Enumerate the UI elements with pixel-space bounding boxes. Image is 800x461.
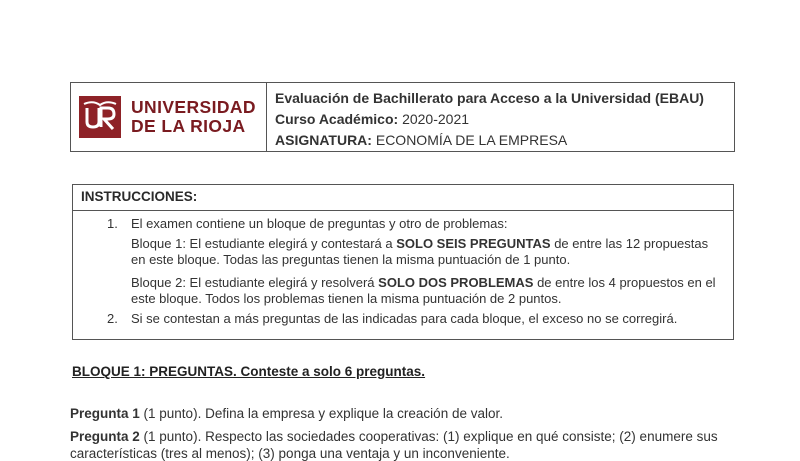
block2-line1: Bloque 2: El estudiante elegirá y resolverá SOLO DOS PROBLEMAS de entre los 4 propuestos en el: [131, 275, 716, 290]
block1-line2: en este bloque. Todas las preguntas tienen la misma puntuación de 1 punto.: [131, 252, 571, 267]
course-value: 2020-2021: [402, 111, 470, 127]
question-2: [70, 429, 718, 444]
item1-text: El examen contiene un bloque de preguntas y otro de problemas:: [131, 216, 508, 231]
question-1: [70, 406, 503, 421]
block1-line1: Bloque 1: El estudiante elegirá y contestará a SOLO SEIS PREGUNTAS de entre las 12 propuestas: [131, 236, 709, 251]
section-title: BLOQUE 1: PREGUNTAS. Conteste a solo 6 preguntas.: [72, 364, 426, 379]
block2-line2: este bloque. Todos los problemas tienen la misma puntuación de 2 puntos.: [131, 291, 562, 306]
exam-header: [70, 82, 735, 152]
item2-number: 2.: [107, 311, 118, 326]
question-2-label: Pregunta 2: [70, 429, 140, 444]
question-1-text: (1 punto). Defina la empresa y explique la creación de valor.: [139, 406, 503, 421]
exam-title: Evaluación de Bachillerato para Acceso a la Universidad (EBAU): [275, 90, 704, 106]
instructions-box: [72, 184, 734, 340]
subject-label: ASIGNATURA:: [275, 132, 372, 148]
university-emblem-icon: [79, 96, 121, 138]
question-2-text: (1 punto). Respecto las sociedades cooperativas: (1) explique en qué consiste; (2) enumere sus: [139, 429, 718, 444]
university-name-line1: UNIVERSIDAD: [131, 97, 256, 117]
university-name: [131, 98, 256, 136]
exam-title-block: [267, 83, 704, 151]
instructions-heading: INSTRUCCIONES:: [73, 185, 733, 211]
question-1-label: Pregunta 1: [70, 406, 140, 421]
item2-text: Si se contestan a más preguntas de las indicadas para cada bloque, el exceso no se corregirá.: [131, 311, 678, 326]
question-2-continued: características (tres al menos); (3) ponga una ventaja y un inconveniente.: [70, 446, 510, 461]
subject-value: ECONOMÍA DE LA EMPRESA: [375, 132, 568, 148]
university-logo: [71, 83, 267, 151]
university-name-line2: DE LA RIOJA: [131, 116, 246, 136]
course-label: Curso Académico:: [275, 111, 399, 127]
item1-number: 1.: [107, 216, 118, 231]
